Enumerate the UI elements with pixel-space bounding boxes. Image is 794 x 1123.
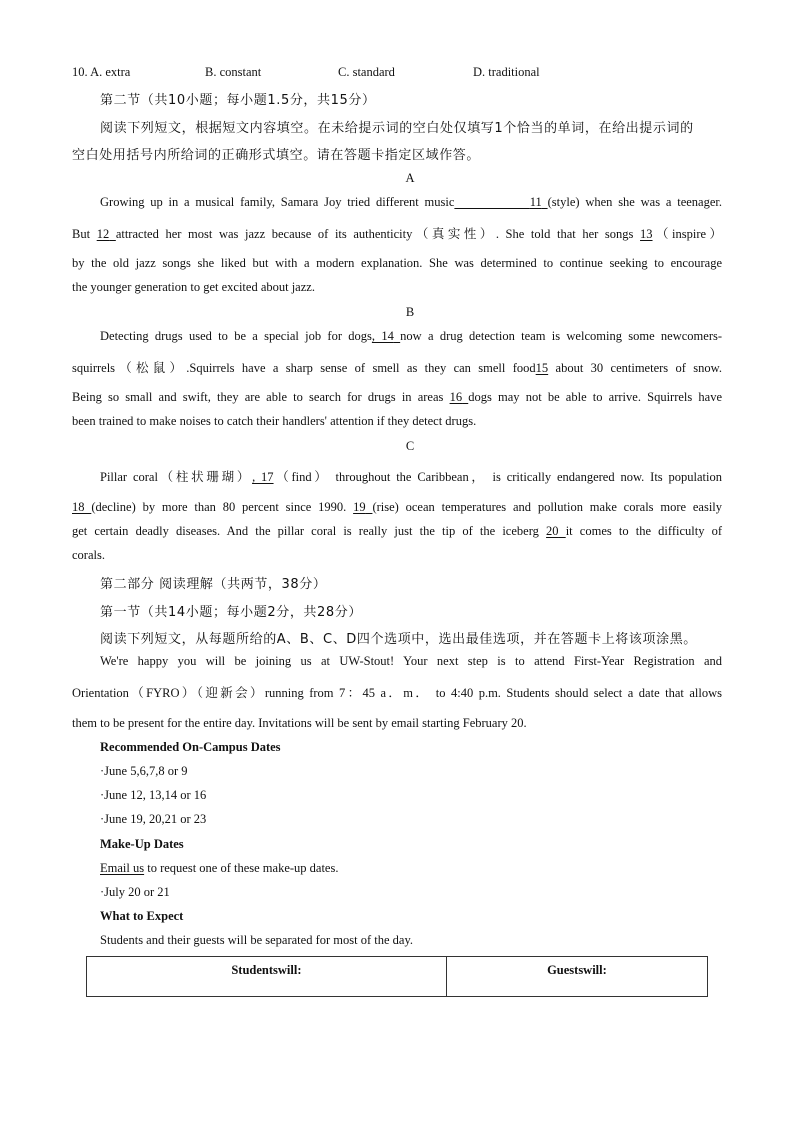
blank-15: 15 (535, 361, 549, 375)
passage-c-line: 18 (decline) by more than 80 percent since 1990. 19 (rise) ocean temperatures and pollution make corals more easily (72, 500, 723, 514)
email-us-link[interactable]: Email us (100, 861, 145, 875)
passage-a-line: But 12 attracted her most was jazz because of its authenticity（真实性）. She told that her songs 13（inspire） (72, 227, 723, 241)
blank-14: , 14 (371, 329, 394, 343)
passage-c-line: Pillar coral（柱状珊瑚）, 17（find） throughout the Caribbean， is critically endangered now. Its population (100, 470, 722, 484)
section-heading: 第二节（共10小题；每小题1.5分，共15分） (100, 93, 376, 108)
passage-a-line: by the old jazz songs she liked but with a modern explanation. She was determined to continue seeking to encourage (72, 256, 722, 270)
blank-11: 11 (529, 195, 542, 209)
blank-18: 18 (72, 500, 85, 514)
passage-a-line: the younger generation to get excited about jazz. (72, 280, 315, 294)
reading-paragraph-line: Orientation（FYRO）（迎新会）running from 7：45 a．m． to 4:40 p.m. Students should select a date that allows (72, 686, 722, 700)
blank-17: , 17 (252, 470, 274, 484)
passage-a-line: Growing up in a musical family, Samara Joy tried different music 11 (style) when she was a teenager. (100, 195, 722, 209)
table-header-students: Studentswill: (87, 957, 447, 997)
blank-13: 13 (640, 227, 653, 241)
passage-letter: C (405, 439, 415, 453)
blank-20: 20 (546, 524, 559, 538)
question-number: 10. (72, 65, 88, 79)
passage-letter: B (405, 305, 415, 319)
reading-paragraph-line: them to be present for the entire day. Invitations will be sent by email starting February 20. (72, 716, 527, 730)
what-to-expect-text: Students and their guests will be separated for most of the day. (100, 933, 414, 947)
question-10-options (72, 65, 130, 80)
passage-b-line: Being so small and swift, they are able to search for drugs in areas 16 dogs may not be able to arrive. Squirrels have (72, 390, 723, 404)
date-item: ·June 5,6,7,8 or 9 (100, 764, 188, 778)
instruction-line: 空白处用括号内所给词的正确形式填空。请在答题卡指定区域作答。 (72, 148, 481, 163)
passage-letter: A (405, 171, 415, 185)
makeup-dates-heading: Make-Up Dates (100, 837, 184, 851)
recommended-dates-heading: Recommended On-Campus Dates (100, 740, 281, 754)
date-item: ·July 20 or 21 (100, 885, 170, 899)
date-item: ·June 19, 20,21 or 23 (100, 812, 207, 826)
option-d: D. traditional (473, 65, 540, 79)
option-a: A. extra (90, 65, 131, 79)
makeup-instruction: Email us to request one of these make-up dates. (100, 861, 339, 875)
option-c: C. standard (338, 65, 395, 79)
blank-16: 16 (449, 390, 463, 404)
passage-c-line: corals. (72, 548, 105, 562)
expect-table (86, 956, 708, 997)
date-item: ·June 12, 13,14 or 16 (100, 788, 207, 802)
instruction-line: 阅读下列短文，根据短文内容填空。在未给提示词的空白处仅填写1个恰当的单词，在给出提示词的 (100, 121, 694, 136)
what-to-expect-heading: What to Expect (100, 909, 184, 923)
reading-paragraph-line: We're happy you will be joining us at UW-Stout! Your next step is to attend First-Year Registration and (100, 654, 722, 668)
passage-b-line: been trained to make noises to catch their handlers' attention if they detect drugs. (72, 414, 477, 428)
part-heading: 第二部分 阅读理解（共两节，38分） (100, 577, 327, 592)
instruction-line: 阅读下列短文，从每题所给的A、B、C、D四个选项中，选出最佳选项，并在答题卡上将该项涂黑。 (100, 632, 697, 647)
passage-c-line: get certain deadly diseases. And the pillar coral is really just the tip of the iceberg 20 it comes to the difficulty of (72, 524, 723, 538)
passage-b-line: squirrels（松鼠）.Squirrels have a sharp sense of smell as they can smell food15 about 30 centimeters of snow. (72, 361, 723, 375)
section-heading: 第一节（共14小题；每小题2分，共28分） (100, 605, 362, 620)
blank-19: 19 (353, 500, 366, 514)
passage-b-line: Detecting drugs used to be a special job for dogs, 14 now a drug detection team is welcoming some newcomers- (100, 329, 723, 343)
option-b: B. constant (205, 65, 262, 79)
table-header-guests: Guestswill: (446, 957, 707, 997)
blank-12: 12 (96, 227, 110, 241)
table-row (87, 957, 708, 997)
